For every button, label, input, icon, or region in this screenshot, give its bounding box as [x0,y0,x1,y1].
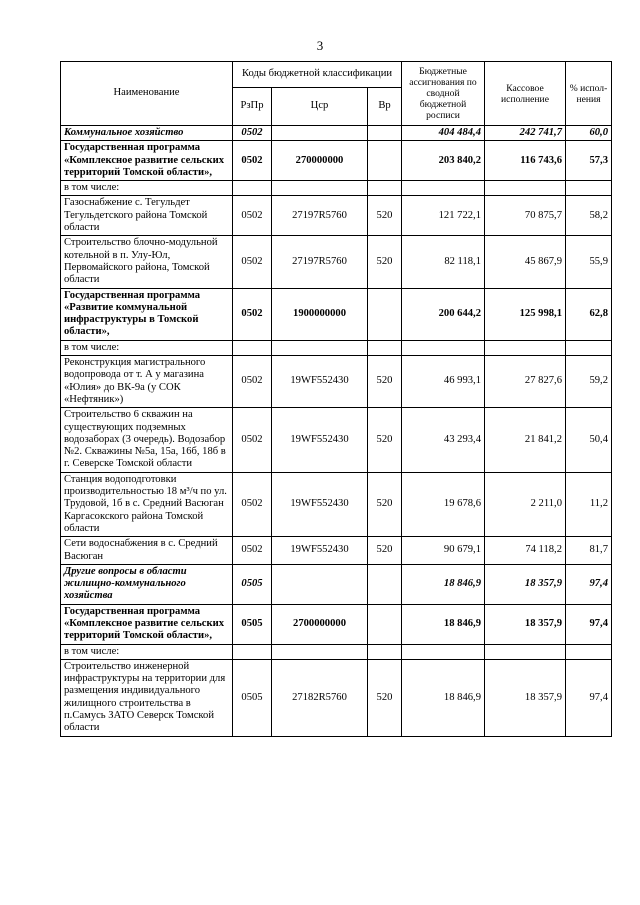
row-assign: 82 118,1 [402,236,485,288]
row-csr: 19WF552430 [272,408,368,472]
row-assign: 19 678,6 [402,472,485,536]
row-assign [402,340,485,355]
row-assign [402,644,485,659]
row-name: Сети водоснабжения в с. Средний Васюган [61,537,233,565]
row-pct: 60,0 [566,126,612,141]
row-vr: 520 [368,236,402,288]
header-codes: Коды бюджетной классификации [233,62,402,88]
row-pct [566,181,612,196]
table-row [61,356,612,408]
row-name: Другие вопросы в области жилищно-коммунального хозяйства [61,564,233,604]
row-cash: 18 357,9 [485,564,566,604]
row-pct: 62,8 [566,288,612,340]
row-vr [368,288,402,340]
row-cash: 74 118,2 [485,537,566,565]
row-assign [402,181,485,196]
row-pct: 81,7 [566,537,612,565]
row-pct: 59,2 [566,356,612,408]
table-row [61,236,612,288]
row-csr: 19WF552430 [272,537,368,565]
row-vr: 520 [368,196,402,236]
row-pct: 97,4 [566,659,612,736]
row-name: Государственная программа «Развитие коммунальной инфраструктуры в Томской области», [61,288,233,340]
row-rzpr: 0502 [233,141,272,181]
table-row [61,537,612,565]
row-rzpr [233,181,272,196]
row-vr: 520 [368,472,402,536]
row-cash: 45 867,9 [485,236,566,288]
page-number: 3 [316,38,324,53]
row-pct: 11,2 [566,472,612,536]
row-name: Газоснабжение с. Тегульдет Тегульдетского района Томской области [61,196,233,236]
row-csr: 19WF552430 [272,356,368,408]
row-assign: 203 840,2 [402,141,485,181]
row-rzpr: 0502 [233,472,272,536]
row-rzpr: 0502 [233,537,272,565]
row-csr [272,644,368,659]
row-rzpr: 0502 [233,126,272,141]
row-rzpr [233,340,272,355]
header-rzpr: РзПр [233,88,272,126]
table-row [61,340,612,355]
row-assign: 18 846,9 [402,564,485,604]
row-vr: 520 [368,408,402,472]
header-assignments: Бюджетные ассигнования по сводной бюджетной росписи [402,62,485,126]
row-csr [272,564,368,604]
row-cash: 242 741,7 [485,126,566,141]
row-assign: 121 722,1 [402,196,485,236]
row-rzpr: 0502 [233,236,272,288]
row-csr: 19WF552430 [272,472,368,536]
row-pct: 55,9 [566,236,612,288]
row-pct [566,644,612,659]
row-csr: 270000000 [272,141,368,181]
row-rzpr: 0502 [233,408,272,472]
row-cash: 21 841,2 [485,408,566,472]
budget-table [60,61,612,737]
row-csr: 27197R5760 [272,236,368,288]
row-cash: 125 998,1 [485,288,566,340]
table-row [61,472,612,536]
row-vr: 520 [368,356,402,408]
row-rzpr: 0502 [233,356,272,408]
row-vr [368,340,402,355]
row-pct: 97,4 [566,604,612,644]
row-cash: 18 357,9 [485,659,566,736]
row-vr [368,126,402,141]
row-pct: 58,2 [566,196,612,236]
row-rzpr: 0502 [233,288,272,340]
row-csr: 1900000000 [272,288,368,340]
row-assign: 200 644,2 [402,288,485,340]
table-row [61,288,612,340]
row-assign: 18 846,9 [402,659,485,736]
row-csr: 27197R5760 [272,196,368,236]
table-row [61,659,612,736]
row-cash: 27 827,6 [485,356,566,408]
row-name: Коммунальное хозяйство [61,126,233,141]
row-pct: 57,3 [566,141,612,181]
table-row [61,604,612,644]
row-vr [368,644,402,659]
row-vr [368,604,402,644]
row-name: Строительство инженерной инфраструктуры на территории для размещения индивидуального жилищного строительства в п.Самусь ЗАТО Северск Томской области [61,659,233,736]
header-csr: Цср [272,88,368,126]
row-cash [485,340,566,355]
row-name: Строительство 6 скважин на существующих подземных водозаборах (3 очередь). Водозабор №2. Скважины №5а, 15а, 16б, 18б в г. Северске Томской области [61,408,233,472]
row-vr [368,141,402,181]
row-rzpr [233,644,272,659]
row-name: Строительство блочно-модульной котельной в п. Улу-Юл, Первомайского района, Томской области [61,236,233,288]
row-rzpr: 0505 [233,659,272,736]
row-csr: 27182R5760 [272,659,368,736]
table-row [61,564,612,604]
row-assign: 18 846,9 [402,604,485,644]
row-cash: 18 357,9 [485,604,566,644]
row-assign: 90 679,1 [402,537,485,565]
table-row [61,408,612,472]
row-csr: 2700000000 [272,604,368,644]
row-name: в том числе: [61,340,233,355]
row-csr [272,126,368,141]
row-assign: 46 993,1 [402,356,485,408]
row-vr [368,181,402,196]
table-row [61,196,612,236]
row-cash: 70 875,7 [485,196,566,236]
row-assign: 404 484,4 [402,126,485,141]
row-vr: 520 [368,537,402,565]
row-csr [272,340,368,355]
row-rzpr: 0502 [233,196,272,236]
row-pct: 50,4 [566,408,612,472]
row-assign: 43 293,4 [402,408,485,472]
row-pct: 97,4 [566,564,612,604]
table-row [61,126,612,141]
row-cash: 2 211,0 [485,472,566,536]
header-percent: % испол-нения [566,62,612,126]
row-name: в том числе: [61,644,233,659]
row-name: Государственная программа «Комплексное развитие сельских территорий Томской области», [61,141,233,181]
row-rzpr: 0505 [233,564,272,604]
header-cash: Кассовое исполнение [485,62,566,126]
row-vr: 520 [368,659,402,736]
table-row [61,181,612,196]
row-name: Государственная программа «Комплексное развитие сельских территорий Томской области», [61,604,233,644]
row-name: в том числе: [61,181,233,196]
row-cash: 116 743,6 [485,141,566,181]
row-rzpr: 0505 [233,604,272,644]
row-cash [485,181,566,196]
header-name: Наименование [61,62,233,126]
row-name: Реконструкция магистрального водопровода от т. А у магазина «Юлия» до ВК-9а (у СОК «Нефтяник») [61,356,233,408]
row-pct [566,340,612,355]
header-vr: Вр [368,88,402,126]
table-row [61,644,612,659]
row-csr [272,181,368,196]
row-vr [368,564,402,604]
row-name: Станция водоподготовки производительностью 18 м³/ч по ул. Трудовой, 1б в с. Средний Васюган Каргасокского района Томской области [61,472,233,536]
row-cash [485,644,566,659]
table-row [61,141,612,181]
